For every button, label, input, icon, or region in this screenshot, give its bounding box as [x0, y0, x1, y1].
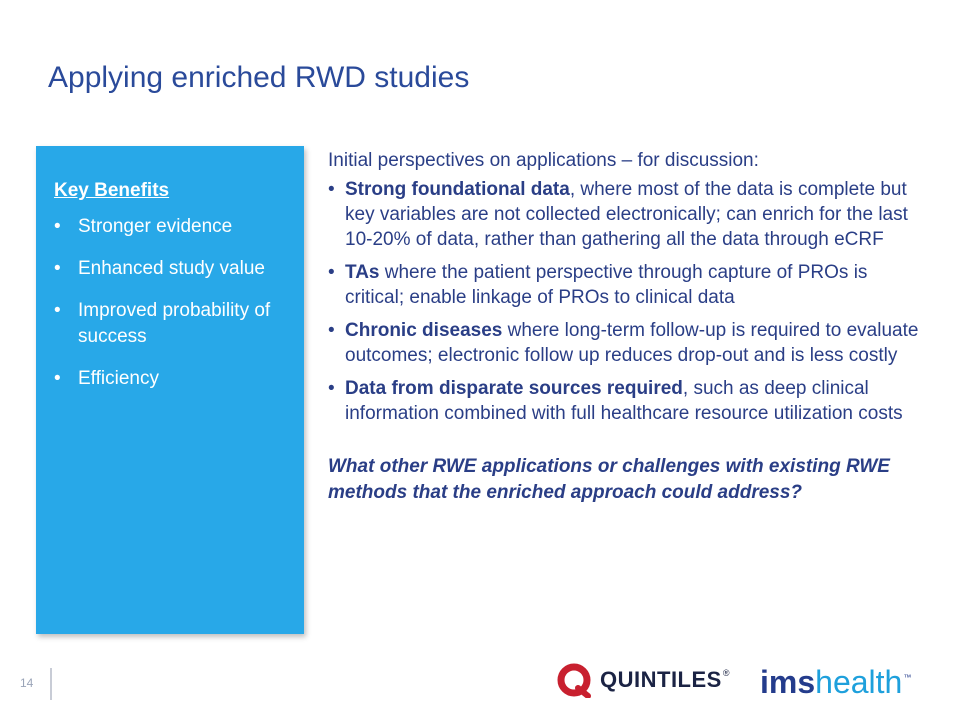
application-title: Data from disparate sources required: [345, 378, 683, 399]
application-title: Chronic diseases: [345, 320, 503, 341]
applications-list: [328, 177, 928, 426]
bullet-icon: •: [328, 320, 335, 341]
benefit-item: [54, 298, 286, 350]
bullet-icon: •: [328, 179, 335, 200]
application-description: where the patient perspective through capture of PROs is critical; enable linkage of PROs to clinical data: [345, 262, 868, 308]
bullet-icon: •: [54, 258, 61, 279]
bullet-icon: •: [54, 368, 61, 389]
page-number: 14: [20, 676, 34, 690]
bullet-icon: •: [328, 378, 335, 399]
application-title: Strong foundational data: [345, 179, 570, 200]
health-wordmark: health: [815, 664, 903, 700]
bullet-icon: •: [54, 216, 61, 237]
application-title: TAs: [345, 262, 380, 283]
quintiles-wordmark: QUINTILES: [600, 667, 722, 692]
benefit-label: Improved probability of success: [78, 300, 271, 347]
discussion-question: What other RWE applications or challenges with existing RWE methods that the enriched approach could address?: [328, 456, 890, 503]
ims-wordmark: ims: [760, 664, 816, 700]
benefit-label: Enhanced study value: [78, 258, 265, 279]
registered-mark: ®: [722, 668, 730, 678]
application-item: [328, 177, 928, 252]
application-description: where long-term follow-up is required to evaluate outcomes; electronic follow up reduces drop-out and is less costly: [345, 320, 919, 366]
imshealth-logo: [760, 656, 911, 700]
application-item: [328, 376, 928, 426]
benefit-label: Stronger evidence: [78, 216, 233, 237]
benefit-item: [54, 366, 286, 392]
quintiles-logo: [556, 660, 729, 700]
bullet-icon: •: [54, 300, 61, 321]
quintiles-q-logo-icon: [556, 662, 592, 698]
application-description: , where most of the data is complete but key variables are not collected electronically; can enrich for the last 10-20% of data, rather than gathering all the data through eCRF: [345, 179, 908, 250]
benefit-item: [54, 214, 286, 240]
benefit-item: [54, 256, 286, 282]
application-item: [328, 318, 928, 368]
applications-content: [328, 148, 928, 506]
key-benefits-heading: Key Benefits: [54, 180, 170, 201]
application-item: [328, 260, 928, 310]
bullet-icon: •: [328, 262, 335, 283]
key-benefits-panel: [36, 146, 304, 634]
benefit-label: Efficiency: [78, 368, 159, 389]
trademark-mark: ™: [903, 673, 912, 682]
application-description: , such as deep clinical information combined with full healthcare resource utilization costs: [345, 378, 903, 424]
footer-divider: [50, 668, 52, 700]
applications-intro: Initial perspectives on applications – for discussion:: [328, 150, 759, 171]
slide-title: Applying enriched RWD studies: [48, 61, 470, 94]
key-benefits-list: [54, 214, 286, 392]
